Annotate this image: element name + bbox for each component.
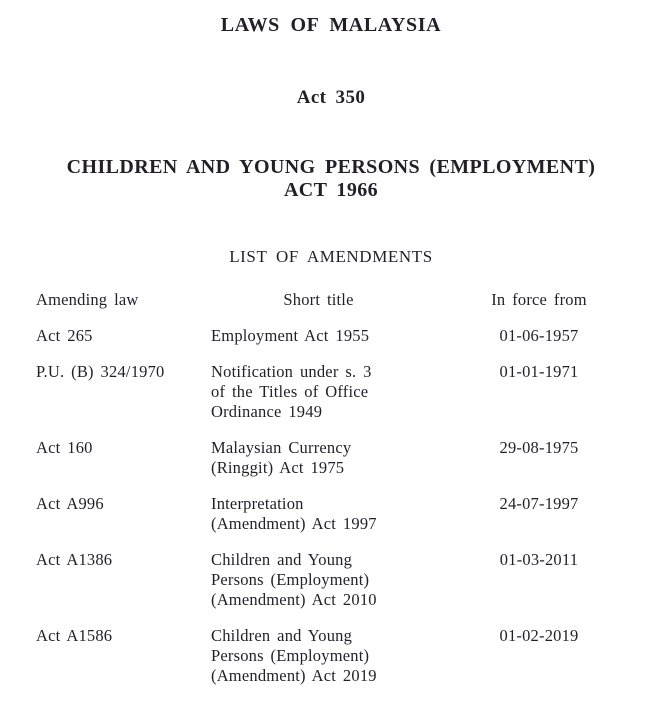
column-header-amending-law: Amending law <box>36 290 139 309</box>
short-title-cell <box>211 362 426 422</box>
act-title <box>0 156 662 202</box>
amendment-row <box>36 326 662 346</box>
column-header-short-title: Short title <box>283 290 354 309</box>
short-title-cell <box>211 550 426 610</box>
in-force-from-cell: 01-03-2011 <box>499 550 579 569</box>
short-title-line: (Amendment) Act 2019 <box>211 666 377 685</box>
short-title-line: Malaysian Currency <box>211 438 352 457</box>
table-header-row <box>36 290 662 310</box>
amending-law-cell: P.U. (B) 324/1970 <box>36 362 165 381</box>
in-force-from-cell: 01-01-1971 <box>499 362 579 381</box>
jurisdiction-heading: LAWS OF MALAYSIA <box>220 14 442 36</box>
list-of-amendments-heading: LIST OF AMENDMENTS <box>229 247 433 266</box>
amending-law-cell: Act A1586 <box>36 626 113 645</box>
in-force-from-cell: 24-07-1997 <box>499 494 579 513</box>
act-title-line-2: ACT 1966 <box>283 179 379 201</box>
column-header-in-force-from: In force from <box>491 290 587 309</box>
amendments-table <box>0 290 662 686</box>
short-title-line: (Amendment) Act 2010 <box>211 590 377 609</box>
short-title-line: Children and Young <box>211 626 353 645</box>
short-title-line: Interpretation <box>211 494 304 513</box>
in-force-from-cell: 01-06-1957 <box>499 326 579 345</box>
in-force-from-cell: 01-02-2019 <box>499 626 579 645</box>
amending-law-cell: Act A1386 <box>36 550 113 569</box>
short-title-cell <box>211 326 426 346</box>
amendment-row <box>36 438 662 478</box>
amendment-row <box>36 362 662 422</box>
amendment-row <box>36 626 662 686</box>
act-title-line-1: CHILDREN AND YOUNG PERSONS (EMPLOYMENT) <box>66 156 596 178</box>
amending-law-cell: Act 160 <box>36 438 93 457</box>
short-title-line: (Amendment) Act 1997 <box>211 514 377 533</box>
in-force-from-cell: 29-08-1975 <box>499 438 579 457</box>
short-title-line: Children and Young <box>211 550 353 569</box>
short-title-line: Persons (Employment) <box>211 570 370 589</box>
act-number: Act 350 <box>296 87 366 108</box>
short-title-line: of the Titles of Office <box>211 382 369 401</box>
amending-law-cell: Act 265 <box>36 326 93 345</box>
amendment-row <box>36 494 662 534</box>
short-title-cell <box>211 438 426 478</box>
short-title-line: Notification under s. 3 <box>211 362 372 381</box>
short-title-line: Persons (Employment) <box>211 646 370 665</box>
amendment-row <box>36 550 662 610</box>
short-title-line: (Ringgit) Act 1975 <box>211 458 345 477</box>
amending-law-cell: Act A996 <box>36 494 104 513</box>
short-title-cell <box>211 626 426 686</box>
short-title-line: Ordinance 1949 <box>211 402 323 421</box>
short-title-cell <box>211 494 426 534</box>
short-title-line: Employment Act 1955 <box>211 326 370 345</box>
